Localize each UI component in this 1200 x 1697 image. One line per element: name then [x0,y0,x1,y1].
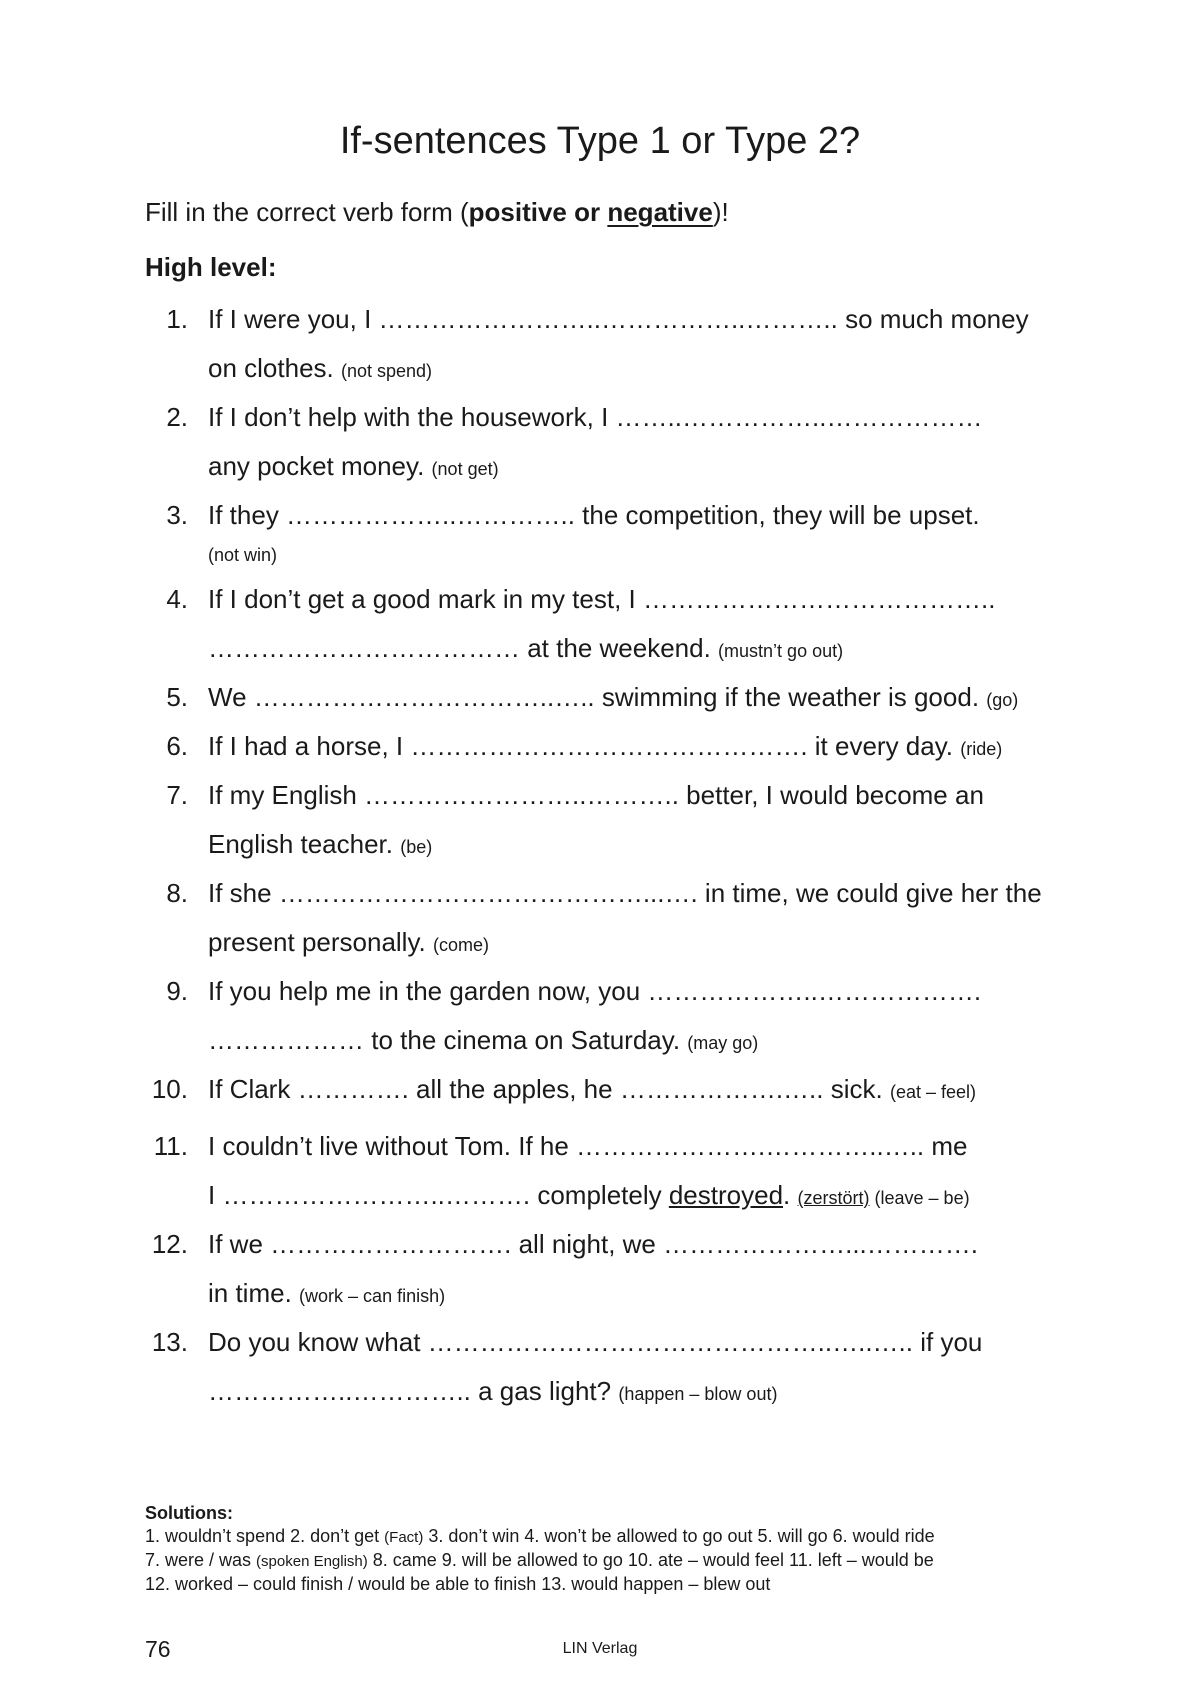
verb-hint: (go) [986,690,1019,710]
exercise-number: 4. [166,584,188,614]
solutions-heading: Solutions: [145,1503,233,1523]
instruction-negative: negative [607,197,713,227]
solutions-text: 1. wouldn’t spend 2. don’t get [145,1526,385,1546]
solutions-line-2 [145,1549,935,1573]
exercise-number: 8. [166,878,188,908]
solutions-text: 8. came 9. will be allowed to go 10. ate – would feel 11. left – would be [367,1550,934,1570]
exercise-line: I ……………………..………. completely [208,1180,669,1210]
verb-hint: (happen – blow out) [618,1384,778,1404]
exercise-line: If my English ……………………..……….. better, I would become an [208,780,984,810]
worksheet-title: If-sentences Type 1 or Type 2? [339,120,861,162]
solutions-note: (spoken English) [256,1553,368,1570]
exercise-line: ……………..………….. a gas light? [208,1376,612,1406]
verb-hint: (come) [432,935,489,955]
exercise-number: 13. [151,1327,188,1357]
underlined-word: destroyed [668,1180,784,1210]
verb-hint: (may go) [687,1033,759,1053]
publisher-footer: LIN Verlag [562,1640,638,1657]
level-label: High level: [145,252,277,282]
exercise-line: on clothes. [208,353,334,383]
exercise-line: If she ……………………………………...…. in time, we could give her the [208,878,1042,908]
exercise-line: in time. [208,1278,292,1308]
exercise-line: If we ………………………. all night, we …………………...…………. [208,1229,978,1259]
instruction-suffix: )! [712,197,729,227]
verb-hint: (work – can finish) [299,1286,446,1306]
exercise-line: ……………………………… at the weekend. [208,633,711,663]
exercise-line: present personally. [208,927,426,957]
exercise-line: Do you know what ………………………………………..…..….. if you [208,1327,983,1357]
exercise-number: 5. [166,682,188,712]
solutions-line-1 [145,1525,935,1549]
verb-hint: (eat – feel) [889,1082,976,1102]
page-number: 76 [145,1636,171,1662]
solutions-note: (Fact) [384,1529,424,1546]
instruction-bold: positive or [468,197,608,227]
solutions-text: 7. were / was [145,1550,257,1570]
exercise-number: 3. [166,500,188,530]
exercise-line: ……………… to the cinema on Saturday. [208,1025,681,1055]
exercise-number: 1. [166,304,188,334]
verb-hint: (leave – be) [874,1188,970,1208]
punctuation: . [783,1180,791,1210]
exercise-line: If you help me in the garden now, you ………………..………………. [208,976,982,1006]
exercise-number: 11. [153,1131,188,1161]
exercise-number: 2. [166,402,188,432]
exercise-line: If I don’t get a good mark in my test, I ………………………………….. [208,584,996,614]
verb-hint: (not get) [431,459,499,479]
exercise-line: If I had a horse, I ………………………………………. it every day. [208,731,954,761]
verb-hint: (be) [400,837,433,857]
verb-hint: (not spend) [340,361,433,381]
exercise-line: We ……………………………..….. swimming if the weather is good. [208,682,980,712]
verb-hint: (not win) [208,545,278,565]
instruction-prefix: Fill in the correct verb form ( [145,197,469,227]
solutions-text: 3. don’t win 4. won’t be allowed to go out 5. will go 6. would ride [423,1526,935,1546]
verb-hint: (mustn’t go out) [718,641,844,661]
translation-hint: (zerstört) [797,1188,870,1208]
exercise-line: If I were you, I ……………………..……………..……….. so much money [208,304,1029,334]
exercise-number: 9. [166,976,188,1006]
exercise-line: If I don’t help with the housework, I ……..……………..……………… [208,402,983,432]
exercise-number: 6. [166,731,188,761]
verb-hint: (ride) [960,739,1003,759]
exercise-number: 10. [151,1074,188,1104]
solutions-line-3: 12. worked – could finish / would be able to finish 13. would happen – blew out [145,1574,771,1594]
exercise-line: If they ………………..………….. the competition, they will be upset. [208,500,980,530]
exercise-line: English teacher. [208,829,394,859]
exercise-line: any pocket money. [208,451,425,481]
solutions-block [145,1502,935,1596]
exercise-number: 7. [166,780,188,810]
exercise-line: I couldn’t live without Tom. If he ………………….…………..….. me [208,1131,968,1161]
instruction [145,196,729,228]
exercise-line: If Clark …………. all the apples, he ……………….….. sick. [208,1074,883,1104]
exercise-number: 12. [151,1229,188,1259]
